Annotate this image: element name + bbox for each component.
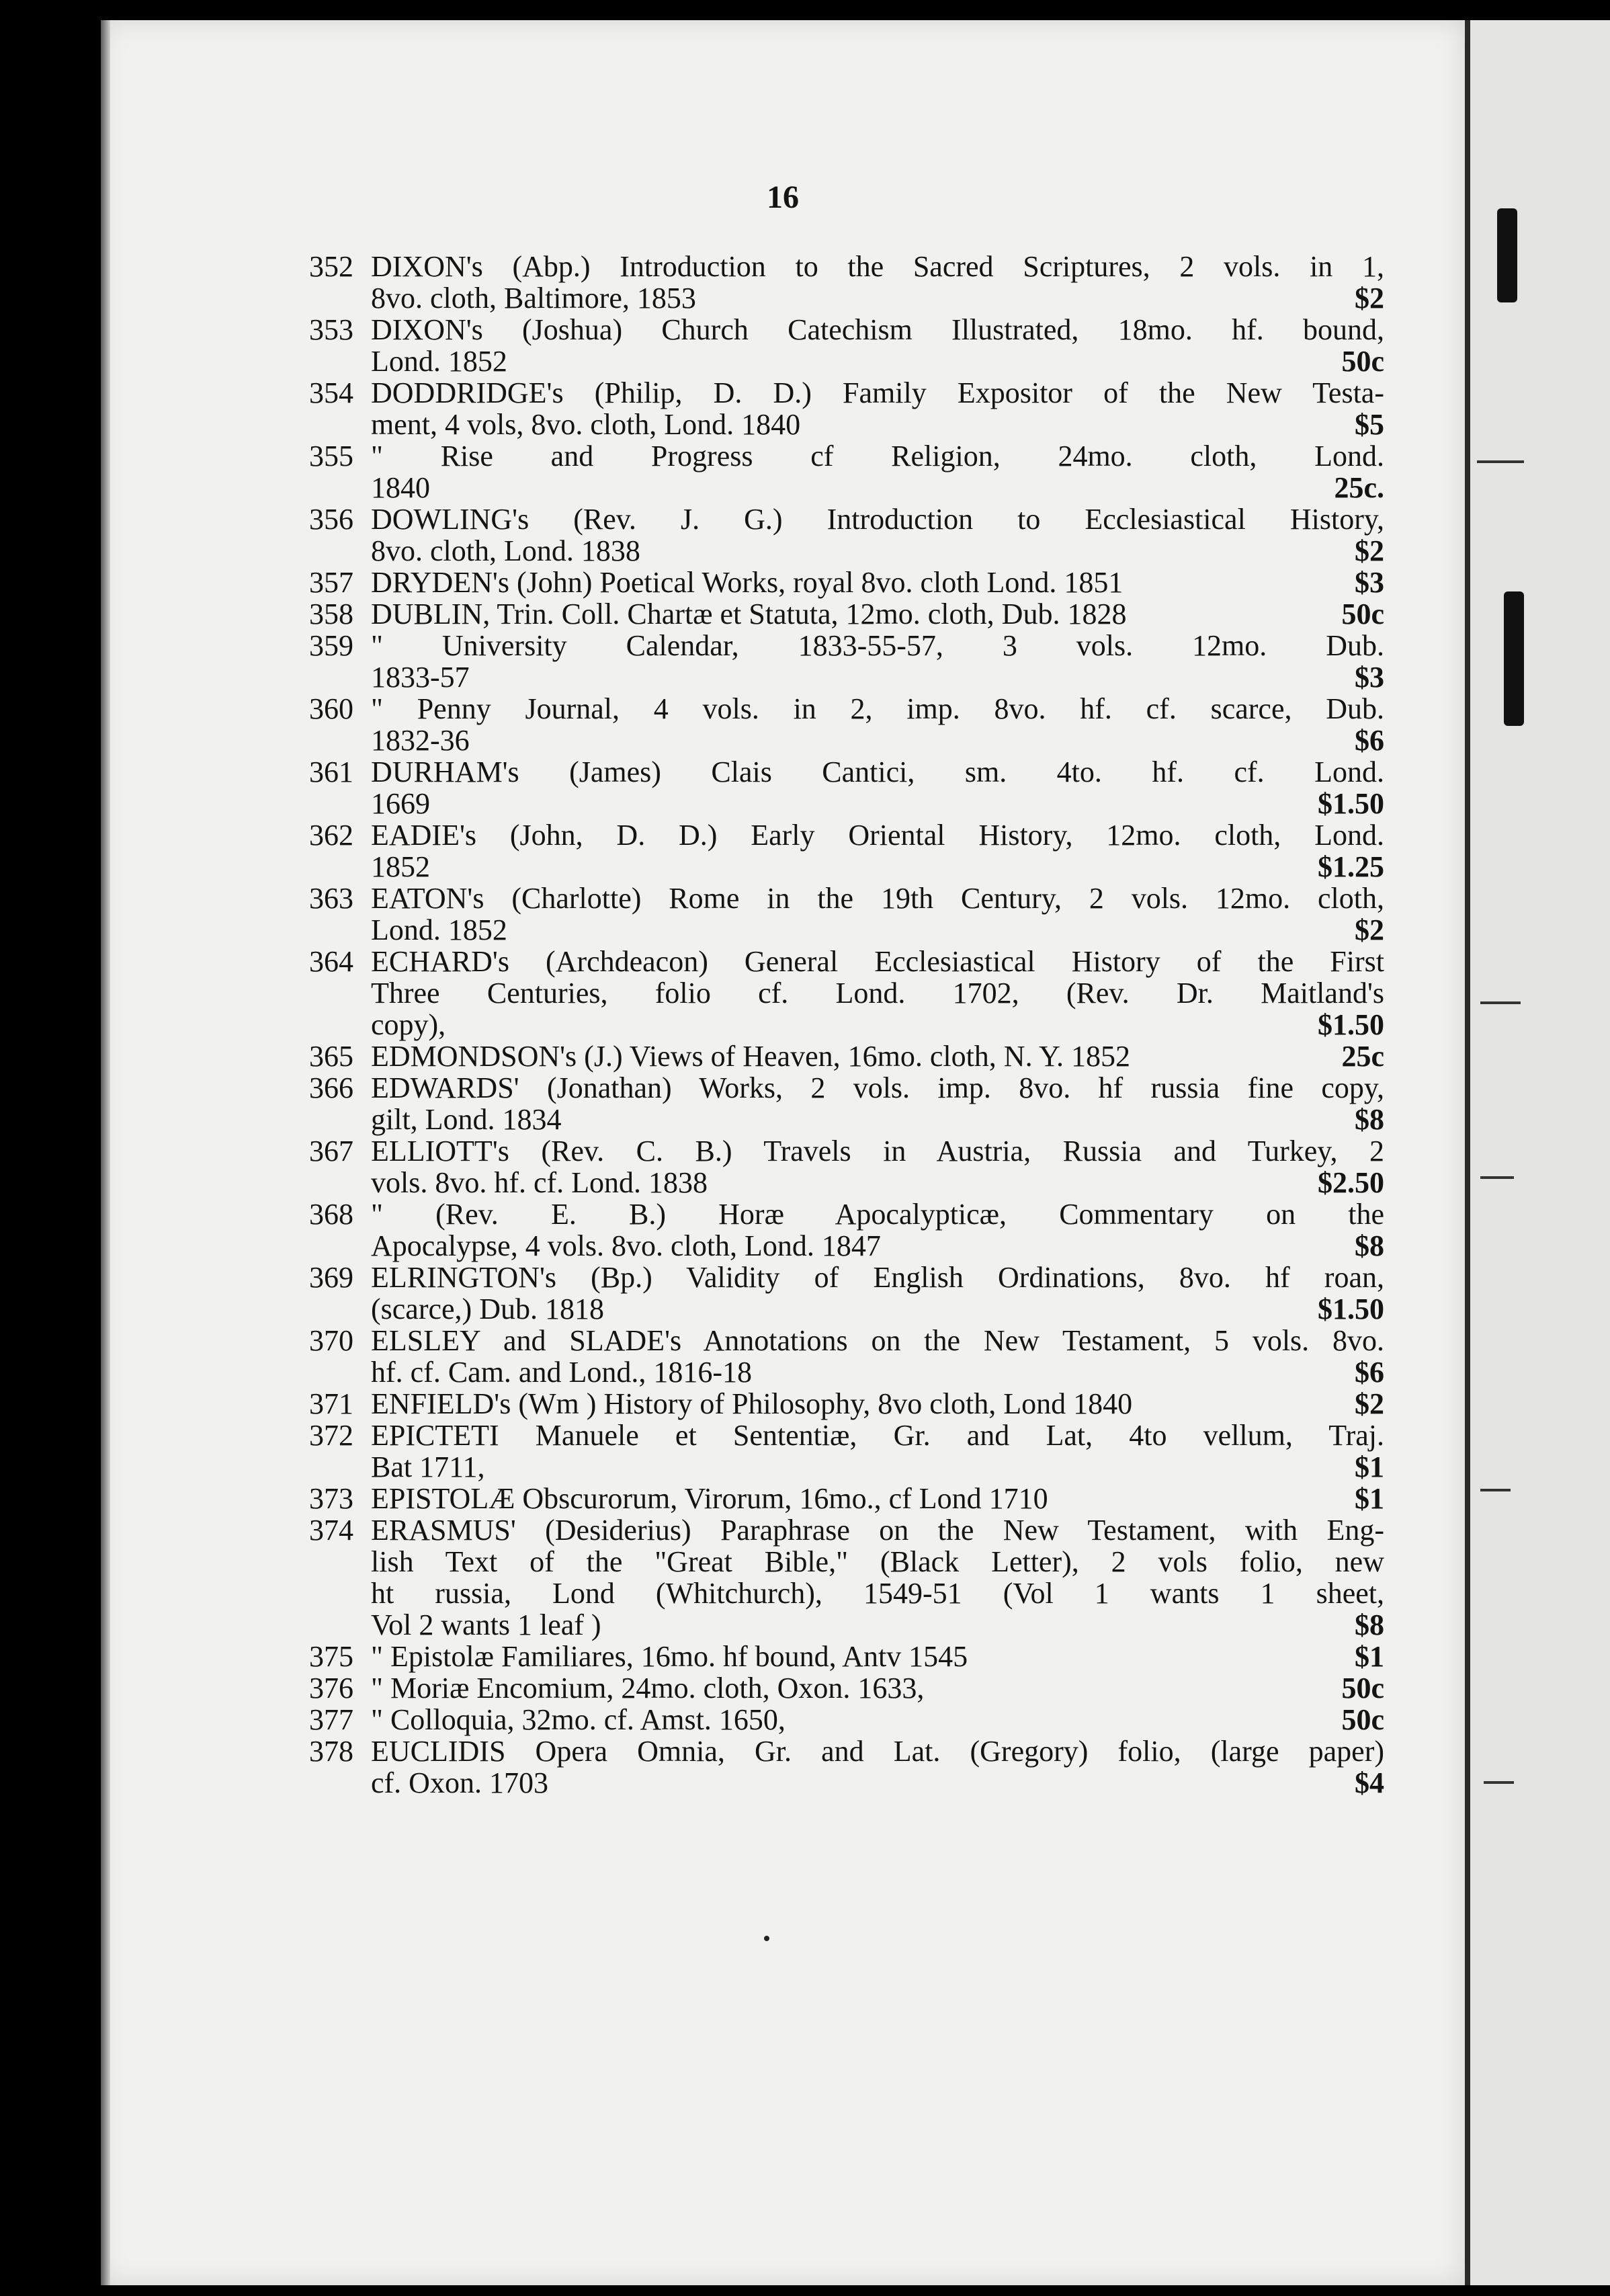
entry-price: 25c: [1341, 1040, 1384, 1073]
entry-text-line: 1832-36: [371, 724, 470, 757]
entry-text-line: EDWARDS' (Jonathan) Works, 2 vols. imp. 8vo. hf russia fine copy,: [371, 1071, 1384, 1104]
entry-text-line: " University Calendar, 1833-55-57, 3 vols. 12mo. Dub.: [371, 629, 1384, 662]
catalogue-entry: [309, 1735, 1384, 1799]
entry-last-line: [371, 409, 1384, 440]
page-content: [101, 20, 1465, 2285]
entry-text-line: EDMONDSON's (J.) Views of Heaven, 16mo. cloth, N. Y. 1852: [371, 1040, 1131, 1073]
entry-text-line: (scarce,) Dub. 1818: [371, 1293, 604, 1325]
catalogue-entry: [309, 1641, 1384, 1672]
entry-price: $4: [1355, 1766, 1384, 1799]
entry-text-line: DUBLIN, Trin. Coll. Chartæ et Statuta, 12mo. cloth, Dub. 1828: [371, 598, 1127, 630]
binding-mark: [1480, 1489, 1511, 1491]
entry-text-line: ht russia, Lond (Whitchurch), 1549-51 (Vol 1 wants 1 sheet,: [371, 1577, 1384, 1610]
entry-text-line: EATON's (Charlotte) Rome in the 19th Century, 2 vols. 12mo. cloth,: [371, 882, 1384, 915]
entry-text-line: Bat 1711,: [371, 1450, 485, 1483]
entry-number: 367: [309, 1135, 353, 1167]
entry-text-line: " Moriæ Encomium, 24mo. cloth, Oxon. 1633,: [371, 1672, 925, 1705]
entry-price: $6: [1355, 724, 1384, 757]
entry-price: $1.50: [1318, 787, 1384, 820]
entry-number: 364: [309, 945, 353, 978]
entry-price: $1.25: [1318, 850, 1384, 883]
entry-text-line: EUCLIDIS Opera Omnia, Gr. and Lat. (Gregory) folio, (large paper): [371, 1735, 1384, 1768]
entry-text-line: Three Centuries, folio cf. Lond. 1702, (Rev. Dr. Maitland's: [371, 977, 1384, 1010]
entry-text-line: " Rise and Progress cf Religion, 24mo. cloth, Lond.: [371, 440, 1384, 473]
entry-text-line: hf. cf. Cam. and Lond., 1816-18: [371, 1356, 752, 1389]
entry-last-line: [371, 661, 1384, 693]
catalogue-entry: [309, 1198, 1384, 1262]
entry-number: 373: [309, 1482, 353, 1515]
entry-last-line: [371, 1609, 1384, 1641]
entry-text-line: 8vo. cloth, Baltimore, 1853: [371, 282, 696, 315]
binding-mark: [1484, 1781, 1514, 1784]
entry-number: 362: [309, 819, 353, 852]
catalogue-entry: [309, 1704, 1384, 1735]
entry-last-line: [371, 1641, 1384, 1672]
entry-text-line: " Penny Journal, 4 vols. in 2, imp. 8vo. hf. cf. scarce, Dub.: [371, 692, 1384, 725]
entry-price: $1.50: [1318, 1008, 1384, 1041]
entry-last-line: [371, 1767, 1384, 1799]
entry-price: $1: [1355, 1482, 1384, 1515]
entry-price: 25c.: [1334, 471, 1384, 504]
entry-number: 376: [309, 1672, 353, 1705]
entry-number: 358: [309, 598, 353, 630]
catalogue-entry: [309, 756, 1384, 819]
entry-text-line: 1669: [371, 787, 430, 820]
entry-number: 357: [309, 566, 353, 599]
entry-number: 377: [309, 1703, 353, 1736]
entry-last-line: [371, 1451, 1384, 1483]
entry-text-line: ECHARD's (Archdeacon) General Ecclesiastical History of the First: [371, 945, 1384, 978]
entry-price: $2: [1355, 1387, 1384, 1420]
entry-number: 353: [309, 313, 353, 346]
entry-price: $6: [1355, 1356, 1384, 1389]
entry-text-line: ENFIELD's (Wm ) History of Philosophy, 8vo cloth, Lond 1840: [371, 1387, 1133, 1420]
entry-number: 356: [309, 503, 353, 536]
entry-number: 365: [309, 1040, 353, 1073]
entry-price: 50c: [1341, 1672, 1384, 1705]
catalogue-entry: [309, 1262, 1384, 1325]
catalogue-entry: [309, 251, 1384, 314]
entry-text-line: Vol 2 wants 1 leaf ): [371, 1608, 601, 1641]
entry-price: $5: [1355, 408, 1384, 441]
catalogue-entry: [309, 1135, 1384, 1198]
entry-last-line: [371, 1356, 1384, 1388]
entry-text-line: " Epistolæ Familiares, 16mo. hf bound, Antv 1545: [371, 1640, 968, 1673]
entry-last-line: [371, 282, 1384, 314]
entry-text-line: DIXON's (Joshua) Church Catechism Illustrated, 18mo. hf. bound,: [371, 313, 1384, 346]
catalogue-entry: [309, 567, 1384, 598]
entry-text-line: Lond. 1852: [371, 913, 507, 946]
entry-text-line: vols. 8vo. hf. cf. Lond. 1838: [371, 1166, 708, 1199]
entry-text-line: ERASMUS' (Desiderius) Paraphrase on the New Testament, with Eng-: [371, 1514, 1384, 1547]
entry-last-line: [371, 725, 1384, 756]
entry-text-line: Lond. 1852: [371, 345, 507, 378]
entry-text-line: gilt, Lond. 1834: [371, 1103, 562, 1136]
entry-number: 366: [309, 1071, 353, 1104]
catalogue-entry: [309, 598, 1384, 630]
entry-number: 375: [309, 1640, 353, 1673]
catalogue-entry: [309, 503, 1384, 567]
entry-number: 372: [309, 1419, 353, 1452]
binding-mark: [1504, 591, 1524, 726]
entry-price: $2: [1355, 282, 1384, 315]
catalogue-entry: [309, 946, 1384, 1040]
entry-price: 50c: [1341, 598, 1384, 630]
catalogue-entry: [309, 1514, 1384, 1641]
catalogue-entry: [309, 1040, 1384, 1072]
page-number: 16: [767, 179, 799, 215]
catalogue-entry: [309, 1072, 1384, 1135]
entry-number: 378: [309, 1735, 353, 1768]
entry-text-line: DODDRIDGE's (Philip, D. D.) Family Expositor of the New Testa-: [371, 376, 1384, 409]
binding-mark: [1480, 1176, 1514, 1179]
entry-text-line: cf. Oxon. 1703: [371, 1766, 548, 1799]
entry-text-line: 8vo. cloth, Lond. 1838: [371, 534, 640, 567]
entry-price: $8: [1355, 1608, 1384, 1641]
entry-text-line: ment, 4 vols, 8vo. cloth, Lond. 1840: [371, 408, 801, 441]
catalogue-entries: [309, 251, 1384, 1799]
entry-last-line: [371, 567, 1384, 598]
entry-number: 369: [309, 1261, 353, 1294]
entry-last-line: [371, 472, 1384, 503]
adjacent-page-edge: [1465, 20, 1610, 2285]
entry-number: 359: [309, 629, 353, 662]
entry-text-line: DOWLING's (Rev. J. G.) Introduction to Ecclesiastical History,: [371, 503, 1384, 536]
entry-last-line: [371, 1672, 1384, 1704]
entry-price: $1: [1355, 1450, 1384, 1483]
entry-number: 360: [309, 692, 353, 725]
entry-last-line: [371, 535, 1384, 567]
entry-last-line: [371, 1388, 1384, 1420]
entry-number: 371: [309, 1387, 353, 1420]
entry-text-line: 1833-57: [371, 661, 470, 694]
entry-price: $2: [1355, 534, 1384, 567]
entry-text-line: ELLIOTT's (Rev. C. B.) Travels in Austria, Russia and Turkey, 2: [371, 1135, 1384, 1167]
entry-last-line: [371, 1483, 1384, 1514]
entry-number: 363: [309, 882, 353, 915]
entry-text-line: " Colloquia, 32mo. cf. Amst. 1650,: [371, 1703, 786, 1736]
entry-number: 361: [309, 755, 353, 788]
entry-text-line: ELRINGTON's (Bp.) Validity of English Ordinations, 8vo. hf roan,: [371, 1261, 1384, 1294]
catalogue-entry: [309, 1483, 1384, 1514]
entry-last-line: [371, 345, 1384, 377]
catalogue-entry: [309, 1388, 1384, 1420]
entry-text-line: EPICTETI Manuele et Sententiæ, Gr. and Lat, 4to vellum, Traj.: [371, 1419, 1384, 1452]
entry-number: 368: [309, 1198, 353, 1231]
entry-last-line: [371, 598, 1384, 630]
entry-price: $1: [1355, 1640, 1384, 1673]
entry-text-line: ELSLEY and SLADE's Annotations on the New Testament, 5 vols. 8vo.: [371, 1324, 1384, 1357]
entry-price: 50c: [1341, 1703, 1384, 1736]
catalogue-entry: [309, 630, 1384, 693]
entry-number: 370: [309, 1324, 353, 1357]
entry-last-line: [371, 1167, 1384, 1198]
entry-price: 50c: [1341, 345, 1384, 378]
binding-mark: [1497, 208, 1517, 302]
entry-last-line: [371, 1104, 1384, 1135]
entry-text-line: DURHAM's (James) Clais Cantici, sm. 4to. hf. cf. Lond.: [371, 755, 1384, 788]
catalogue-entry: [309, 377, 1384, 440]
entry-text-line: lish Text of the "Great Bible," (Black Letter), 2 vols folio, new: [371, 1545, 1384, 1578]
catalogue-entry: [309, 693, 1384, 756]
entry-last-line: [371, 788, 1384, 819]
entry-last-line: [371, 851, 1384, 883]
entry-last-line: [371, 1040, 1384, 1072]
entry-text-line: Apocalypse, 4 vols. 8vo. cloth, Lond. 1847: [371, 1229, 881, 1262]
binding-mark: [1477, 460, 1524, 463]
entry-price: $3: [1355, 566, 1384, 599]
entry-text-line: 1840: [371, 471, 430, 504]
entry-last-line: [371, 1230, 1384, 1262]
entry-text-line: 1852: [371, 850, 430, 883]
entry-text-line: EPISTOLÆ Obscurorum, Virorum, 16mo., cf Lond 1710: [371, 1482, 1048, 1515]
entry-text-line: DIXON's (Abp.) Introduction to the Sacred Scriptures, 2 vols. in 1,: [371, 250, 1384, 283]
entry-price: $8: [1355, 1229, 1384, 1262]
entry-number: 354: [309, 376, 353, 409]
entry-price: $1.50: [1318, 1293, 1384, 1325]
entry-last-line: [371, 914, 1384, 946]
entry-text-line: EADIE's (John, D. D.) Early Oriental History, 12mo. cloth, Lond.: [371, 819, 1384, 852]
catalogue-entry: [309, 883, 1384, 946]
entry-number: 374: [309, 1514, 353, 1547]
entry-number: 352: [309, 250, 353, 283]
catalogue-entry: [309, 1325, 1384, 1388]
entry-text-line: " (Rev. E. B.) Horæ Apocalypticæ, Commentary on the: [371, 1198, 1384, 1231]
entry-price: $2: [1355, 913, 1384, 946]
entry-last-line: [371, 1293, 1384, 1325]
entry-text-line: copy),: [371, 1008, 446, 1041]
entry-text-line: DRYDEN's (John) Poetical Works, royal 8vo. cloth Lond. 1851: [371, 566, 1124, 599]
entry-price: $3: [1355, 661, 1384, 694]
catalogue-entry: [309, 440, 1384, 503]
entry-last-line: [371, 1009, 1384, 1040]
catalogue-entry: [309, 1672, 1384, 1704]
entry-number: 355: [309, 440, 353, 473]
catalogue-entry: [309, 1420, 1384, 1483]
entry-price: $8: [1355, 1103, 1384, 1136]
ink-speck: [764, 1936, 769, 1941]
catalogue-entry: [309, 314, 1384, 377]
entry-price: $2.50: [1318, 1166, 1384, 1199]
binding-mark: [1480, 1001, 1521, 1004]
entry-last-line: [371, 1704, 1384, 1735]
catalogue-entry: [309, 819, 1384, 883]
